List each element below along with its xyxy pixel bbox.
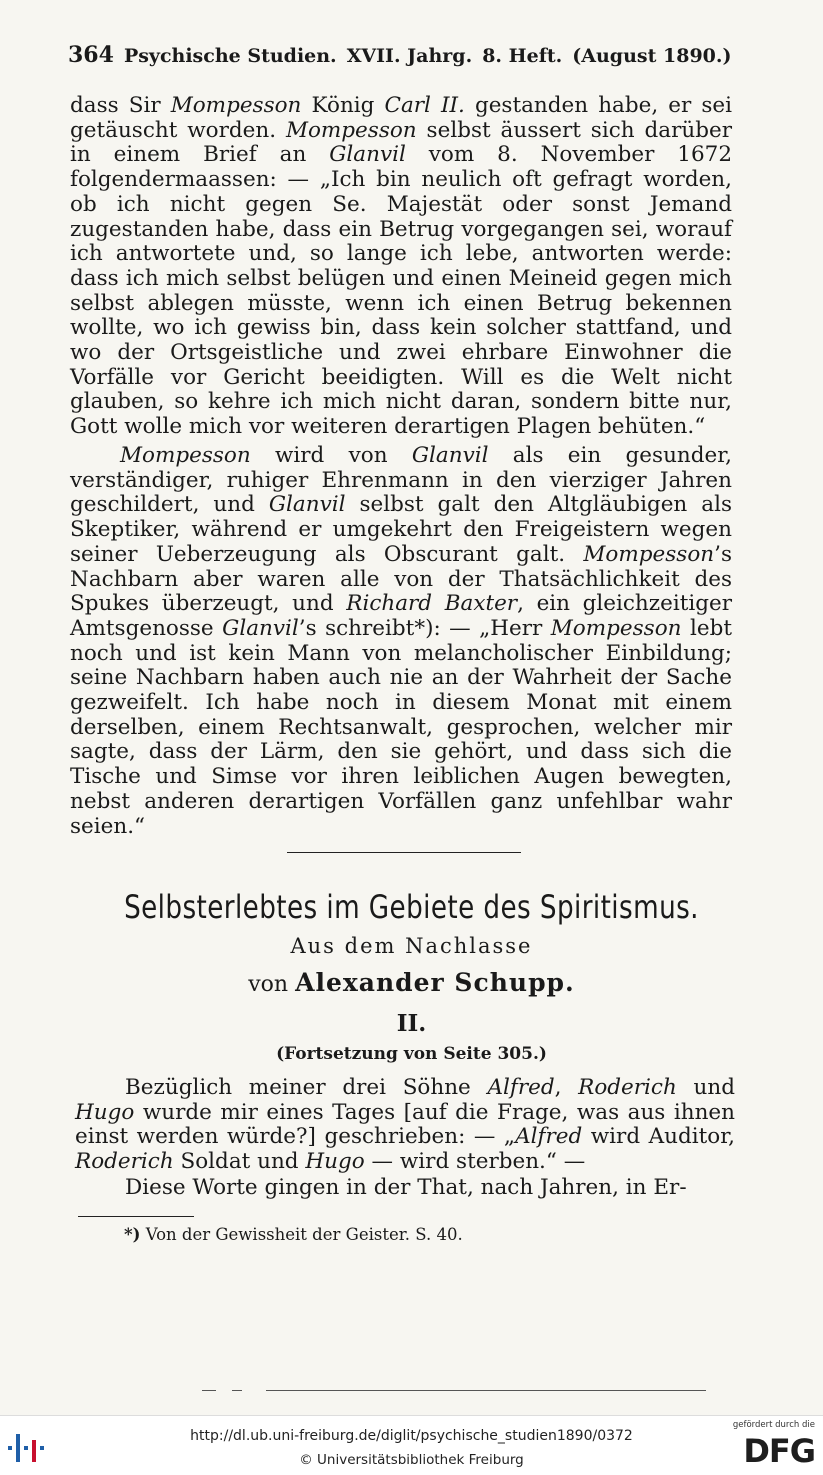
dfg-funding-note: gefördert durch die	[732, 1420, 815, 1430]
italic-name: Glanvil	[222, 615, 299, 641]
part-number: II.	[396, 1010, 427, 1037]
article-title: Selbsterlebtes im Gebiete des Spiritismus.	[124, 888, 699, 926]
italic-name: Glanvil	[268, 492, 346, 518]
footnote-text: Von der Gewissheit der Geister. S. 40.	[145, 1225, 463, 1244]
continuation-note: (Fortsetzung von Seite 305.)	[276, 1044, 547, 1064]
section-divider	[287, 852, 521, 853]
issue-date: (August 1890.)	[572, 45, 732, 67]
dfg-logo[interactable]	[725, 1420, 815, 1472]
italic-name: Hugo	[75, 1099, 135, 1125]
footnote-mark: *)	[124, 1225, 141, 1244]
italic-name: Roderich	[75, 1149, 174, 1175]
page-number: 364	[68, 42, 114, 68]
paragraph-sons: Bezüglich meiner drei Söhne Alfred, Roderich und Hugo wurde mir eines Tages [auf die Frage, was aus ihnen einst werden würde?] geschrieben: — „Alfred wird Auditor, Roderich Soldat und Hugo — wird sterben.“ —	[75, 1075, 735, 1175]
volume: XVII. Jahrg.	[346, 45, 473, 67]
italic-name: Alfred	[487, 1075, 555, 1100]
issue: 8. Heft.	[482, 45, 563, 67]
paragraph-continuation: Diese Worte gingen in der That, nach Jahren, in Er-	[125, 1175, 687, 1200]
italic-name: Glanvil	[329, 142, 406, 168]
paragraph-mompesson-letter: dass Sir Mompesson König Carl II. gestanden habe, er sei getäuscht worden. Mompesson selbst äussert sich darüber in einem Brief an Glanvil vom 8. November 1672 folgendermaassen: — „Ich bin neulich oft gefragt worden, ob ich nicht gegen Se. Majestät oder sonst Jemand zugestanden habe, dass ein Betrug vorgegangen sei, worauf ich antwortete und, so lange ich lebe, antworten werde: dass ich mich selbst belügen und einen Meineid gegen mich selbst ablegen müsste, wenn ich einen Betrug bekennen wollte, wo ich gewiss bin, dass kein solcher stattfand, und wo der Ortsgeistliche und zwei ehrbare Einwohner die Vorfälle vor Gericht beeidigten. Will es die Welt nicht glauben, so kehre ich mich nicht daran, sondern bitte nur, Gott wolle mich vor weiteren derartigen Plagen behüten.“	[70, 93, 732, 440]
italic-name: Glanvil	[411, 443, 489, 468]
italic-name: Mompesson	[120, 443, 251, 468]
italic-name: Hugo	[305, 1149, 365, 1175]
italic-name: Roderich	[578, 1075, 677, 1100]
footnote-rule	[78, 1216, 194, 1217]
paragraph-mompesson-character: Mompesson wird von Glanvil als ein gesunder, verständiger, ruhiger Ehrenmann in den vierziger Jahren geschildert, und Glanvil selbst galt den Altgläubigen als Skeptiker, während er umgekehrt den Freigeistern wegen seiner Ueberzeugung als Obscurant galt. Mompesson’s Nachbarn aber waren alle von der Thatsächlichkeit des Spukes überzeugt, und Richard Baxter, ein gleichzeitiger Amtsgenosse Glanvil’s schreibt*): — „Herr Mompesson lebt noch und ist kein Mann von melancholischer Einbildung; seine Nachbarn haben auch nie an der Wahrheit der Sache gezweifelt. Ich habe noch in diesem Monat mit einem derselben, einem Rechtsanwalt, gesprochen, welcher mir sagte, dass der Lärm, den sie gehört, und dass sich die Tische und Simse vor ihren leiblichen Augen bewegten, nebst anderen derartigen Vorfällen ganz unfehlbar wahr seien.“	[70, 443, 733, 839]
footnote	[124, 1225, 463, 1244]
italic-name: Mompesson	[550, 615, 682, 641]
italic-name: Richard Baxter	[346, 591, 518, 617]
article-subtitle: Aus dem Nachlasse	[290, 934, 533, 958]
viewer-footer	[0, 1415, 823, 1475]
source-url-link[interactable]: http://dl.ub.uni-freiburg.de/diglit/psychische_studien1890/0372	[190, 1428, 633, 1444]
italic-name: Mompesson	[285, 117, 417, 143]
author-name: Alexander Schupp.	[295, 968, 575, 997]
running-header	[68, 42, 736, 72]
dfg-logo-text: DFG	[743, 1432, 815, 1470]
italic-name: Mompesson	[170, 93, 302, 118]
italic-name: Mompesson	[583, 541, 715, 567]
italic-name: Alfred	[515, 1124, 583, 1150]
article-byline	[0, 968, 823, 997]
scan-margin-marks	[200, 1390, 710, 1394]
byline-prefix: von	[248, 972, 289, 997]
copyright-notice: © Universitätsbibliothek Freiburg	[299, 1452, 524, 1468]
italic-name: Carl II.	[384, 93, 465, 118]
journal-name: Psychische Studien.	[123, 45, 337, 67]
